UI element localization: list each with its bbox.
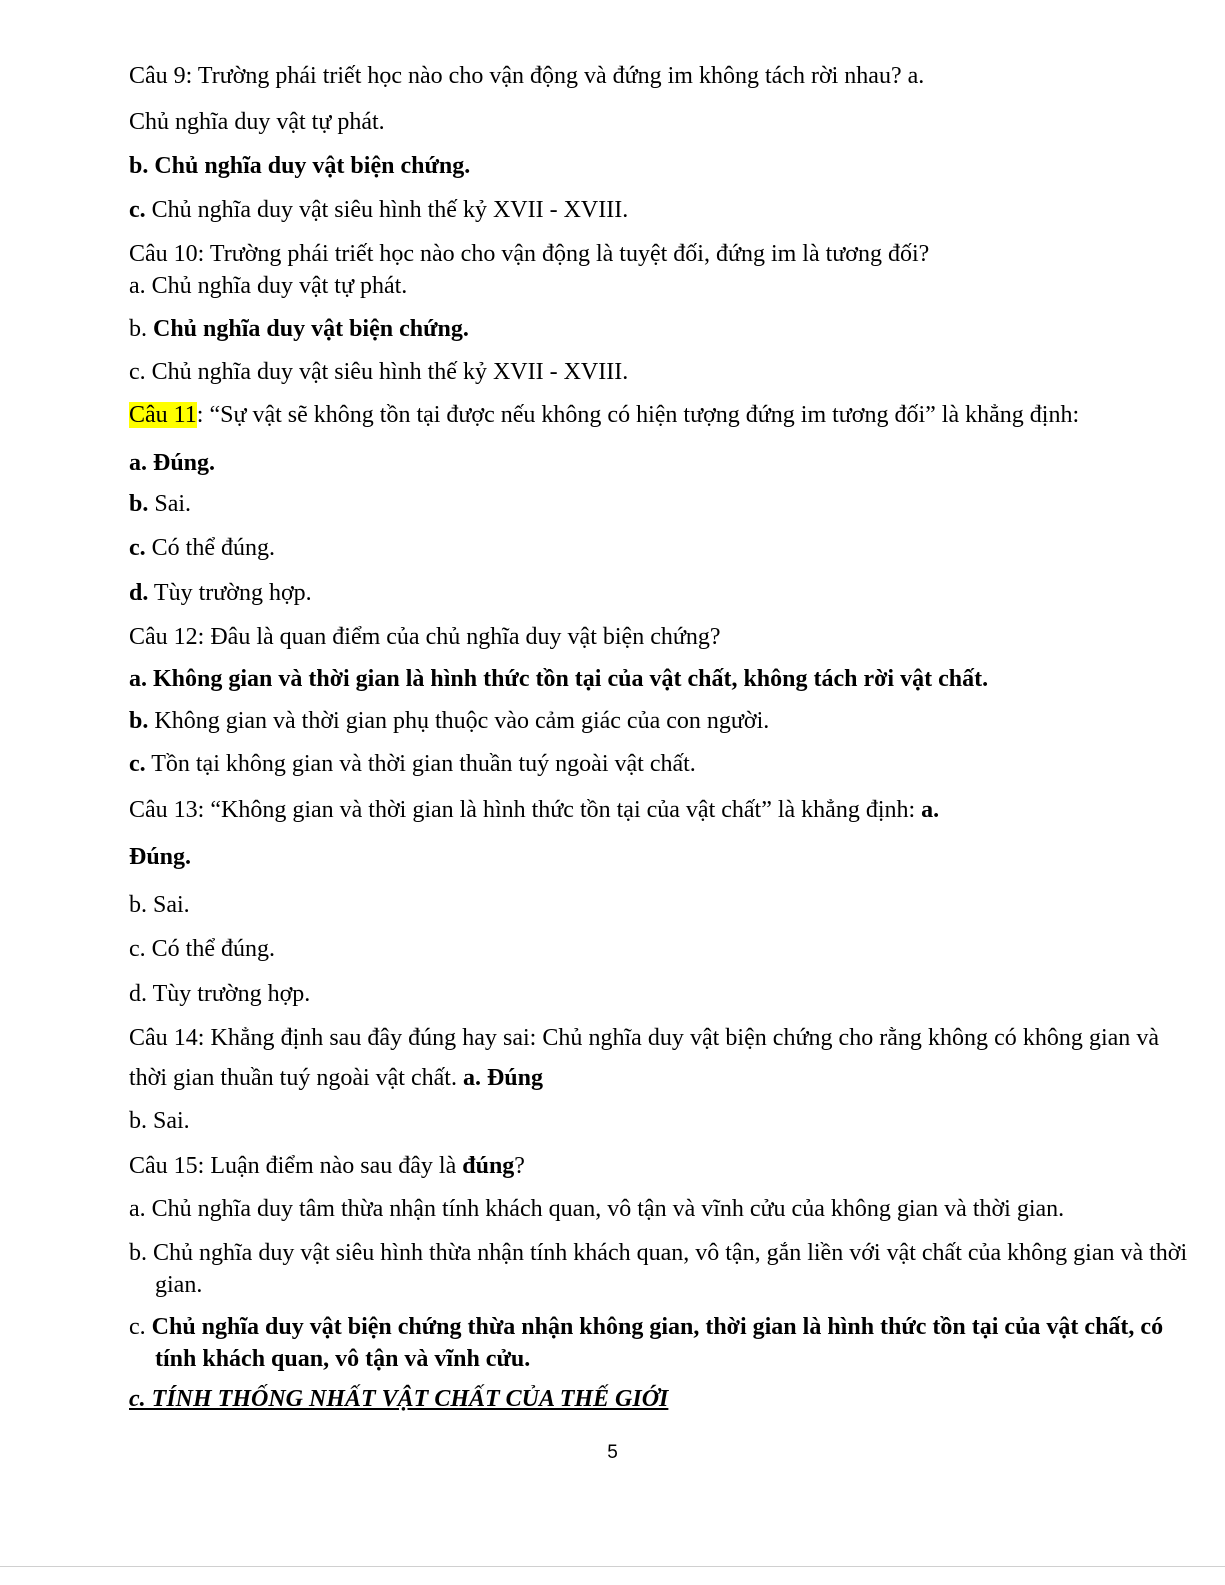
q15-option-a: a. Chủ nghĩa duy tâm thừa nhận tính khách quan, vô tận và vĩnh cửu của không gian và thời gian. <box>129 1196 1065 1222</box>
q9-option-c <box>129 195 628 225</box>
q13-option-b: b. Sai. <box>129 892 190 918</box>
section-heading: c. TÍNH THỐNG NHẤT VẬT CHẤT CỦA THẾ GIỚI <box>129 1386 669 1412</box>
q15-option-c <box>129 1311 1189 1375</box>
q11-option-b-text: Sai. <box>148 491 192 517</box>
q9-option-a: Chủ nghĩa duy vật tự phát. <box>129 109 385 135</box>
q11-option-b-letter: b. <box>129 491 149 517</box>
footer-divider <box>0 1566 1225 1567</box>
q12-option-c-letter: c. <box>129 751 146 777</box>
q11-question-text: : “Sự vật sẽ không tồn tại được nếu không có hiện tượng đứng im tương đối” là khẳng định: <box>196 402 1080 428</box>
q15-question-post: ? <box>514 1153 525 1179</box>
q15-question-bold: đúng <box>462 1153 515 1179</box>
q15-question <box>129 1151 525 1181</box>
q11-option-c-text: Có thể đúng. <box>145 535 275 561</box>
q11-option-b <box>129 489 191 519</box>
q13-option-d: d. Tùy trường hợp. <box>129 981 311 1007</box>
q13-option-a-word: Đúng. <box>129 844 192 870</box>
q11-option-c-letter: c. <box>129 535 146 561</box>
q11-highlighted-label: Câu 11 <box>129 402 197 428</box>
q15-option-c-text: Chủ nghĩa duy vật biện chứng thừa nhận không gian, thời gian là hình thức tồn tại của vật chất, có tính khách quan, vô tận và vĩnh cửu. <box>151 1314 1164 1372</box>
q9-option-c-letter: c. <box>129 197 146 223</box>
q12-option-b <box>129 706 769 736</box>
q10-option-b-letter: b. <box>129 316 153 342</box>
q12-option-b-letter: b. <box>129 708 149 734</box>
q11-question <box>129 400 1079 430</box>
q10-option-b-text: Chủ nghĩa duy vật biện chứng. <box>153 316 469 342</box>
q11-option-d-letter: d. <box>129 580 149 606</box>
q10-option-c: c. Chủ nghĩa duy vật siêu hình thế kỷ XVII - XVIII. <box>129 359 629 385</box>
q12-option-c-text: Tồn tại không gian và thời gian thuần tuý ngoài vật chất. <box>145 751 696 777</box>
q14-question-text: Câu 14: Khẳng định sau đây đúng hay sai: Chủ nghĩa duy vật biện chứng cho rằng không có không gian và thời gian thuần tuý ngoài vật chất. <box>129 1025 1159 1091</box>
q12-question: Câu 12: Đâu là quan điểm của chủ nghĩa duy vật biện chứng? <box>129 624 721 650</box>
q13-option-c: c. Có thể đúng. <box>129 936 275 962</box>
q12-option-a: a. Không gian và thời gian là hình thức tồn tại của vật chất, không tách rời vật chất. <box>129 666 989 692</box>
q10-option-b <box>129 314 469 344</box>
q13-question <box>129 795 939 825</box>
q9-question: Câu 9: Trường phái triết học nào cho vận động và đứng im không tách rời nhau? a. <box>129 63 925 89</box>
q11-option-d-text: Tùy trường hợp. <box>148 580 312 606</box>
q11-option-c <box>129 533 275 563</box>
q11-option-a: a. Đúng. <box>129 450 216 476</box>
q13-option-a-letter: a. <box>921 797 940 823</box>
q10-option-a: a. Chủ nghĩa duy vật tự phát. <box>129 273 408 299</box>
q14-option-b: b. Sai. <box>129 1108 190 1134</box>
q9-option-c-text: Chủ nghĩa duy vật siêu hình thế kỷ XVII - XVIII. <box>145 197 629 223</box>
q14-option-a: a. Đúng <box>462 1065 543 1091</box>
q10-question: Câu 10: Trường phái triết học nào cho vận động là tuyệt đối, đứng im là tương đối? <box>129 241 930 267</box>
q15-question-pre: Câu 15: Luận điểm nào sau đây là <box>129 1153 463 1179</box>
q15-option-b: b. Chủ nghĩa duy vật siêu hình thừa nhận tính khách quan, vô tận, gắn liền với vật chất của không gian và thời gian. <box>129 1240 1188 1298</box>
q12-option-c <box>129 749 696 779</box>
q14-question <box>129 1018 1159 1098</box>
page-number: 5 <box>607 1442 618 1463</box>
q9-option-b: b. Chủ nghĩa duy vật biện chứng. <box>129 153 471 179</box>
q12-option-b-text: Không gian và thời gian phụ thuộc vào cảm giác của con người. <box>148 708 770 734</box>
q11-option-d <box>129 578 312 608</box>
q13-question-text: Câu 13: “Không gian và thời gian là hình thức tồn tại của vật chất” là khẳng định: <box>129 797 922 823</box>
q15-option-c-letter: c. <box>129 1314 152 1340</box>
